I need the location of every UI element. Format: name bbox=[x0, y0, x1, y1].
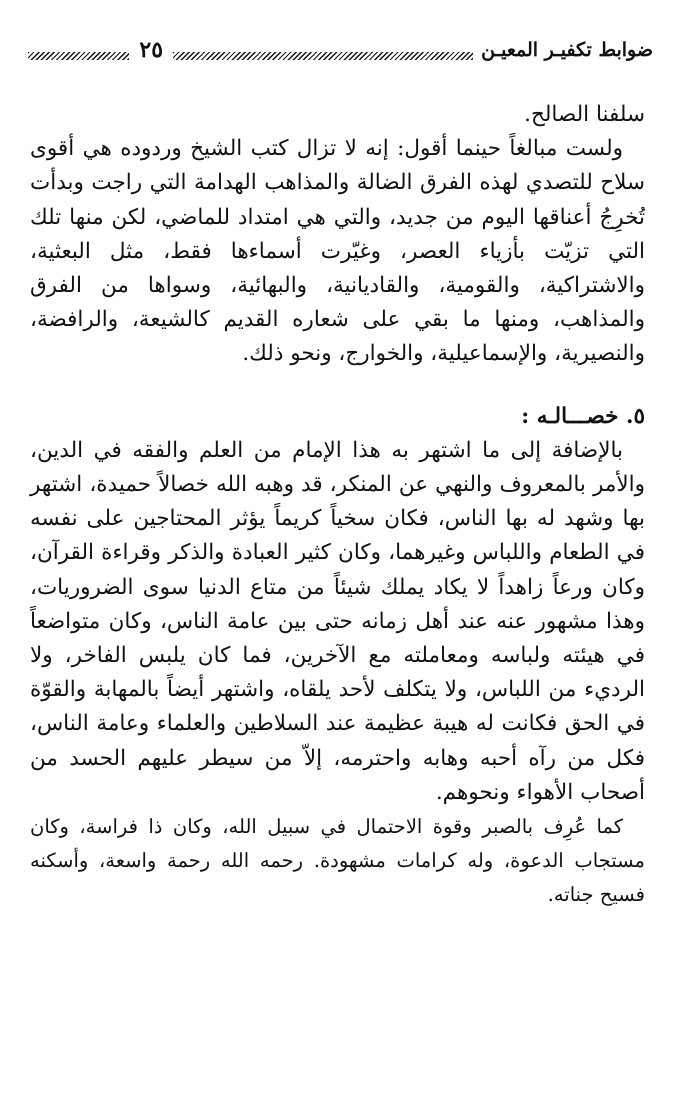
paragraph-continuation: سلفنا الصالح. bbox=[524, 102, 645, 127]
spacer bbox=[30, 372, 645, 400]
book-title: ضوابط تكفيـر المعيـن bbox=[481, 39, 653, 61]
paragraph: ولست مبالغاً حينما أقول: إنه لا تزال كتب الشيخ وردوده هي أقوى سلاح للتصدي لهذه الفرق الضالة والمذاهب الهدامة التي راجت وبدأت تُخرِجُ أعناقها اليوم من جديد، والتي هي امتداد للماضي، لكن منها تلك التي تزيّت بأزياء العصر، وغيّرت أسماءها فقط، مثل البعثية، والاشتراكية، والقومية، والقاديانية، والبهائية، وسواها من الفرق والمذاهب، ومنها ما بقي على شعاره القديم كالشيعة، والرافضة، والنصيرية، والإسماعيلية، والخوارج، ونحو ذلك. bbox=[30, 136, 645, 367]
page-header bbox=[28, 30, 653, 70]
paragraph: كما عُرِف بالصبر وقوة الاحتمال في سبيل الله، وكان ذا فراسة، وكان مستجاب الدعوة، وله كرامات مشهودة. رحمه الله رحمة واسعة، وأسكنه فسيح جناته. bbox=[30, 815, 645, 907]
header-rule bbox=[173, 52, 473, 60]
body-text bbox=[30, 98, 645, 912]
paragraph: بالإضافة إلى ما اشتهر به هذا الإمام من العلم والفقه في الدين، والأمر بالمعروف والنهي عن المنكر، قد وهبه الله خصالاً حميدة، اشتهر بها وشهد له بها الناس، فكان سخياً كريماً يؤثر المحتاجين على نفسه في الطعام واللباس وغيرهما، وكان كثير العبادة والذكر وقراءة القرآن، وكان ورعاً زاهداً لا يكاد يملك شيئاً من متاع الدنيا سوى الضروريات، وهذا مشهور عنه عند أهل زمانه حتى بين عامة الناس، وكان متواضعاً في هيئته ولباسه ومعاملته مع الآخرين، فما كان يلبس الفاخر، ولا الرديء من اللباس، ولا يتكلف لأحد يلقاه، واشتهر أيضاً بالمهابة والقوّة في الحق فكانت له هيبة عظيمة عند السلاطين والعلماء وعامة الناس، فكل من رآه أحبه وهابه واحترمه، إلاّ من سيطر عليهم الحسد من أصحاب الأهواء ونحوهم. bbox=[30, 437, 645, 805]
page-number: ٢٥ bbox=[139, 37, 164, 63]
section-heading: ٥. خصـــالـه : bbox=[521, 403, 645, 429]
header-rule-end bbox=[28, 52, 129, 60]
